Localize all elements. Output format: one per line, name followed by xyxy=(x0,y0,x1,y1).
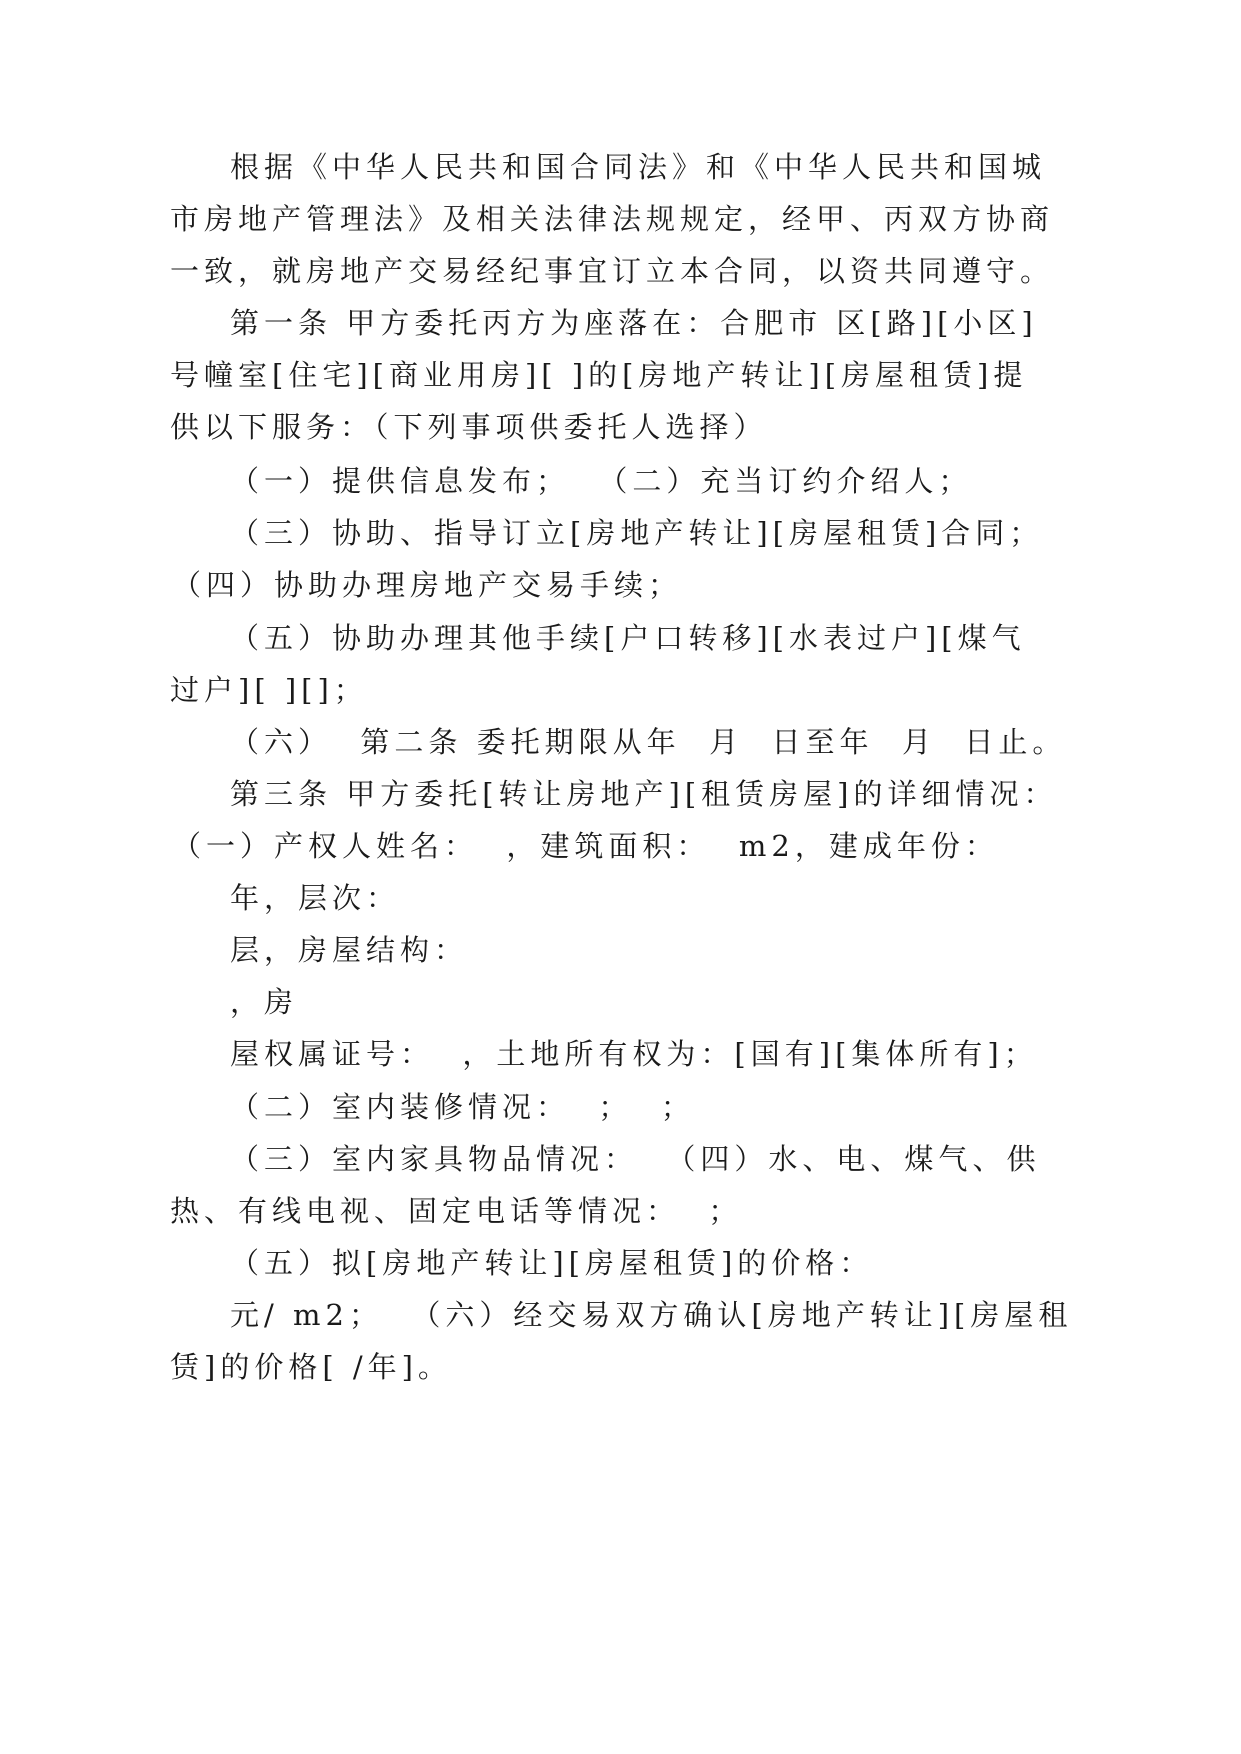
paragraph-line: （二）室内装修情况： ； ； xyxy=(230,1090,695,1124)
paragraph-line: 一致，就房地产交易经纪事宜订立本合同，以资共同遵守。 xyxy=(170,254,1055,288)
paragraph-line: 热、有线电视、固定电话等情况： ； xyxy=(170,1194,743,1228)
paragraph-line: 元/ m2； （六）经交易双方确认[房地产转让][房屋租 xyxy=(230,1298,1073,1332)
paragraph-line: 赁]的价格[ /年]。 xyxy=(170,1350,452,1384)
paragraph-line: （五）协助办理其他手续[户口转移][水表过户][煤气 xyxy=(230,621,1026,655)
paragraph-line: 层，房屋结构： xyxy=(230,933,469,967)
paragraph-line: （一）产权人姓名： ，建筑面积： m2，建成年份： xyxy=(172,829,999,863)
paragraph-line: 第三条 甲方委托[转让房地产][租赁房屋]的详细情况： xyxy=(230,777,1058,811)
paragraph-line: 号幢室[住宅][商业用房][ ]的[房地产转让][房屋租赁]提 xyxy=(170,358,1028,392)
paragraph-line: （三）室内家具物品情况： （四）水、电、煤气、供 xyxy=(230,1142,1041,1176)
paragraph-line: 市房地产管理法》及相关法律法规规定，经甲、丙双方协商 xyxy=(170,202,1055,236)
paragraph-line: 过户][ ][]； xyxy=(170,673,368,707)
paragraph-line: （四）协助办理房地产交易手续； xyxy=(172,568,683,602)
paragraph-line: 供以下服务：（下列事项供委托人选择） xyxy=(170,410,768,444)
paragraph-line: 年，层次： xyxy=(230,881,401,915)
paragraph-line: 根据《中华人民共和国合同法》和《中华人民共和国城 xyxy=(230,150,1047,184)
paragraph-line: （六） 第二条 委托期限从年 月 日至年 月 日止。 xyxy=(230,725,1067,759)
paragraph-line: （五）拟[房地产转让][房屋租赁]的价格： xyxy=(230,1246,874,1280)
paragraph-line: （三）协助、指导订立[房地产转让][房屋租赁]合同； xyxy=(230,516,1044,550)
paragraph-line: ，房 xyxy=(230,985,299,1019)
paragraph-line: （一）提供信息发布； （二）充当订约介绍人； xyxy=(230,464,973,498)
paragraph-line: 屋权属证号： ，土地所有权为：[国有][集体所有]； xyxy=(230,1037,1038,1071)
paragraph-line: 第一条 甲方委托丙方为座落在：合肥市 区[路][小区] xyxy=(230,306,1038,340)
